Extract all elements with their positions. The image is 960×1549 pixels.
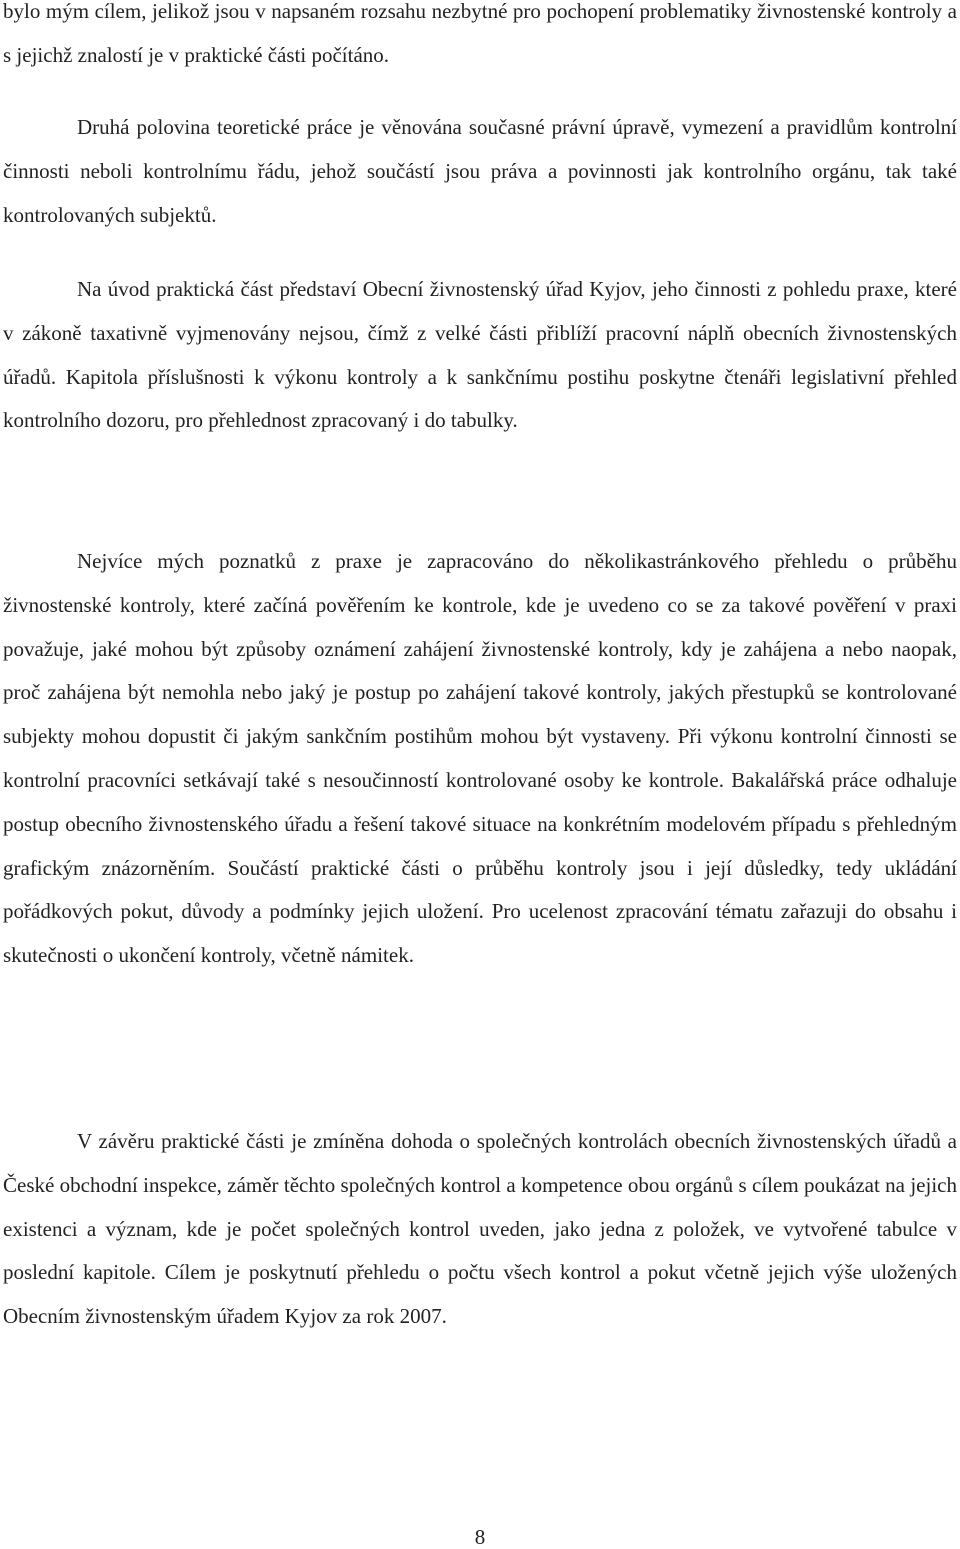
paragraph-4-text: Nejvíce mých poznatků z praxe je zapracováno do několikastránkového přehledu o průběhu živnostenské kontroly, které začíná pověřením ke kontrole, kde je uvedeno co se za takové pověření v praxi považuje, jaké mohou být způsoby oznámení zahájení živnostenské kontroly, kdy je zahájena a nebo naopak, proč zahájena být nemohla nebo jaký je postup po zahájení takové kontroly, jakých přestupků se kontrolované subjekty mohou dopustit či jakým sankčním postihům mohou být vystaveny. Při výkonu kontrolní činnosti se kontrolní pracovníci setkávají také s nesoučinností kontrolované osoby ke kontrole. Bakalářská práce odhaluje postup obecního živnostenského úřadu a řešení takové situace na konkrétním modelovém případu s přehledným grafickým znázorněním. Součástí praktické části o průběhu kontroly jsou i její důsledky, tedy ukládání pořádkových pokut, důvody a podmínky jejich uložení. Pro ucelenost zpracování tématu zařazuji do obsahu i skutečnosti o ukončení kontroly, včetně námitek. [3,549,957,968]
page-number: 8 [474,1525,486,1549]
paragraph-2 [3,106,957,237]
paragraph-4 [3,540,957,978]
paragraph-1 [3,0,957,78]
paragraph-1-text: bylo mým cílem, jelikož jsou v napsaném rozsahu nezbytné pro pochopení problematiky živnostenské kontroly a s jejichž znalostí je v praktické části počítáno. [3,0,957,67]
paragraph-2-text: Druhá polovina teoretické práce je věnována současné právní úpravě, vymezení a pravidlům kontrolní činnosti neboli kontrolnímu řádu, jehož součástí jsou práva a povinnosti jak kontrolního orgánu, tak také kontrolovaných subjektů. [3,115,957,227]
paragraph-3-text: Na úvod praktická část představí Obecní živnostenský úřad Kyjov, jeho činnosti z pohledu praxe, které v zákoně taxativně vyjmenovány nejsou, čímž z velké části přiblíží pracovní náplň obecních živnostenských úřadů. Kapitola příslušnosti k výkonu kontroly a k sankčnímu postihu poskytne čtenáři legislativní přehled kontrolního dozoru, pro přehlednost zpracovaný i do tabulky. [3,277,957,433]
paragraph-5-text: V závěru praktické části je zmíněna dohoda o společných kontrolách obecních živnostenských úřadů a České obchodní inspekce, záměr těchto společných kontrol a kompetence obou orgánů s cílem poukázat na jejich existenci a význam, kde je počet společných kontrol uveden, jako jedna z položek, ve vytvořené tabulce v poslední kapitole. Cílem je poskytnutí přehledu o počtu všech kontrol a pokut včetně jejich výše uložených Obecním živnostenským úřadem Kyjov za rok 2007. [3,1129,957,1329]
paragraph-5 [3,1120,957,1339]
paragraph-3 [3,268,957,443]
